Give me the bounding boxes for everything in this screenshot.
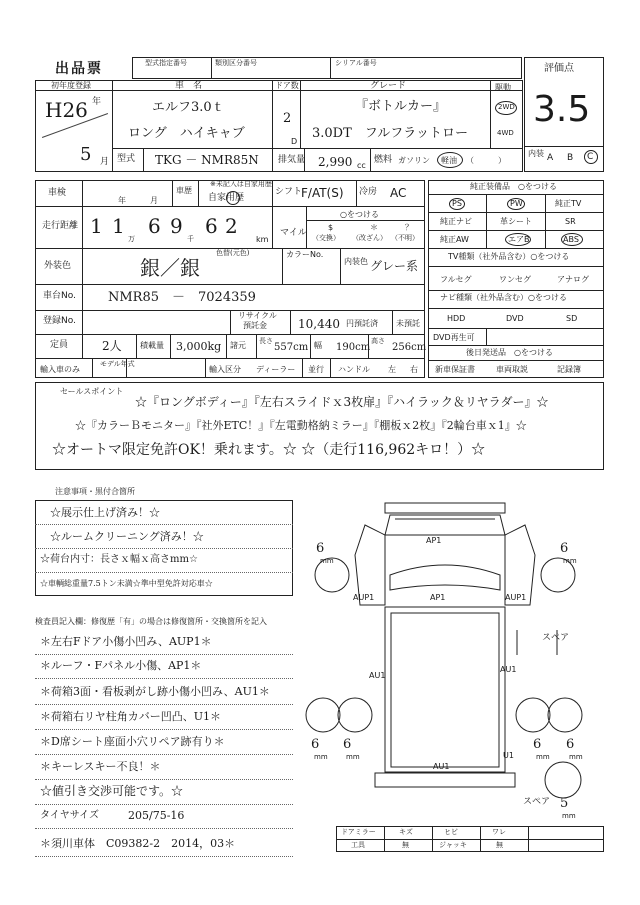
shiki-label: 型式指定番号: [145, 59, 187, 67]
color-no-label: カラーNo.: [286, 250, 324, 259]
reki-value: 自家用歴: [208, 193, 245, 203]
reki-note: ※未記入は自家用歴: [210, 180, 272, 188]
navi-dvd: DVD: [506, 314, 524, 323]
meter-m1b: （交換）: [312, 234, 340, 242]
diag-au1-left: AU1: [369, 671, 386, 680]
interior-color-label: 内装色: [344, 257, 368, 266]
disp-label: 排気量: [278, 155, 306, 165]
interior-grade-label: 内装: [528, 149, 544, 158]
navi-sd: SD: [566, 314, 578, 323]
meter-m3b: （不明）: [391, 234, 419, 242]
color-code-label: 色替(元色): [216, 249, 250, 257]
grade-value-2: 3.0DT フルフラットロー: [312, 126, 468, 141]
inspect-line-1: ＊左右Fドア小傷小凹み、AUP1＊: [40, 635, 212, 648]
import-parallel: 並行: [308, 365, 324, 374]
shaken-month-unit: 月: [150, 196, 158, 205]
tread-fl: 6: [316, 541, 325, 556]
equip-navi: 純正ナビ: [440, 217, 472, 226]
tread-rl1: 6: [311, 737, 320, 752]
diag-u1: U1: [503, 751, 514, 760]
shaken-label: 車検: [48, 188, 67, 198]
tread-fr-mm: mm: [563, 557, 577, 565]
sales-line-1: ☆『ロングボディー』『左右スライドｘ3枚扉』『ハイラック＆リヤラダー』☆: [135, 395, 549, 409]
first-reg-label: 初年度登録: [51, 81, 91, 90]
equip-ps: PS: [452, 199, 462, 208]
equip-abs: ABS: [563, 235, 579, 244]
equip-pw: PW: [510, 199, 523, 208]
tread-rr1: 6: [533, 737, 542, 752]
first-reg-era: H26: [45, 98, 88, 122]
handle-left: 左: [388, 365, 396, 374]
shift-label: シフト: [275, 187, 303, 197]
first-reg-month: 5: [80, 144, 92, 165]
legend-jack-val: 無: [496, 841, 503, 849]
mileage-man: 万: [128, 235, 135, 243]
spare-tread-mm: mm: [562, 812, 576, 820]
spare-tread: 5: [560, 796, 569, 811]
note-line-2: ☆ルームクリーニング済み！☆: [50, 530, 204, 543]
tv-oneseg: ワンセグ: [499, 275, 531, 284]
after-records: 記録簿: [557, 365, 581, 374]
len-value: 557cm: [274, 342, 309, 353]
diag-aup1-left: AUP1: [353, 593, 375, 602]
dvd-play: DVD再生可: [433, 333, 475, 342]
year-unit: 年: [92, 97, 102, 107]
tread-rr2-mm: mm: [569, 753, 583, 761]
navi-hdd: HDD: [447, 314, 466, 323]
recycle-value: 10,440: [298, 317, 340, 331]
body-maker: ＊須川車体 C09382-2 2014，03＊: [40, 837, 236, 850]
chassis-label: 車台No.: [43, 291, 76, 301]
note-line-4: ☆車輌総重量7.5トン未満☆準中型免許対応車☆: [40, 579, 213, 588]
mileage-d4: 9: [170, 214, 183, 238]
spare-label-1: スペア: [542, 633, 570, 643]
doors-value: 2: [283, 111, 292, 126]
recycle-unit: 円預託済: [346, 319, 378, 328]
serial-label: シリアル番号: [335, 59, 377, 67]
ruibetsu-label: 類別区分番号: [215, 59, 257, 67]
grade-label: グレード: [370, 81, 407, 91]
hgt-value: 256cm: [392, 342, 427, 353]
tv-analog: アナログ: [557, 275, 589, 284]
after-manual: 車両取説: [496, 365, 528, 374]
recycle-label: リサイクル: [238, 311, 277, 320]
month-unit: 月: [100, 157, 110, 167]
color-value: 銀／銀: [140, 256, 200, 280]
mileage-km: km: [256, 235, 269, 244]
diag-ap1-mid: AP1: [430, 593, 446, 602]
equip-sr: SR: [565, 217, 576, 226]
interior-grade-c: C: [587, 152, 594, 162]
handle-right: 右: [410, 365, 418, 374]
import-label: 輸入車のみ: [40, 365, 80, 374]
len-label: 長さ: [259, 337, 273, 345]
grade-value: 『ボトルカー』: [355, 99, 447, 114]
wid-label: 幅: [314, 341, 322, 350]
car-name-label: 車 名: [175, 81, 203, 91]
tire-value: 205/75-16: [128, 809, 185, 822]
inspect-line-4: ＊荷箱右リヤ柱角カバー凹凸、U1＊: [40, 710, 222, 723]
diag-au1-right: AU1: [500, 665, 517, 674]
load-label: 積載量: [140, 341, 164, 350]
import-kind-label: 輸入区分: [209, 365, 241, 374]
legend-hibi: ヒビ: [444, 828, 458, 836]
tread-rl2-mm: mm: [346, 753, 360, 761]
legend-tools-val: 無: [402, 841, 409, 849]
inspect-line-3: ＊荷箱3面・看板剥がし跡小傷小凹み、AU1＊: [40, 685, 270, 698]
sales-line-3: ☆オートマ限定免許OK！乗れます。☆ ☆（走行116,962キロ！）☆: [52, 442, 486, 458]
wid-value: 190cm: [336, 342, 371, 353]
spare-label-2: スペア: [523, 797, 551, 807]
navi-title: ナビ種類（社外品含む）○をつける: [440, 293, 567, 302]
interior-grade-a: A: [547, 153, 554, 163]
mileage-label: 走行距離: [42, 221, 79, 231]
tire-label: タイヤサイズ: [40, 810, 99, 821]
meter-m3: ？: [405, 223, 413, 232]
mileage-d6: 2: [225, 214, 238, 238]
disp-unit: cc: [357, 161, 366, 170]
drive-2wd: 2WD: [498, 103, 515, 111]
car-name-2: ロング ハイキャブ: [128, 126, 245, 141]
meter-m1: $: [328, 223, 334, 232]
meter-sub: ○をつける: [340, 210, 379, 219]
equip-airbag: エアB: [508, 235, 530, 244]
tread-rl2: 6: [343, 737, 352, 752]
interior-color-value: グレー系: [370, 259, 419, 273]
tv-title: TV種類（社外品含む）○をつける: [448, 252, 570, 261]
model-year-label: モデル年式: [100, 360, 135, 368]
rating-label: 評価点: [544, 63, 574, 74]
header-code-row: [132, 57, 522, 79]
equip-tv: 純正TV: [555, 199, 582, 208]
tread-fr: 6: [560, 541, 569, 556]
shaken-year-unit: 年: [118, 196, 126, 205]
after-title: 後日発送品 ○をつける: [466, 348, 553, 357]
doors-label: ドア数: [275, 81, 299, 90]
tread-rr2: 6: [566, 737, 575, 752]
inspect-line-6: ＊キーレスキー不良！＊: [40, 760, 161, 773]
cool-value: AC: [390, 186, 407, 200]
meter-m2b: （改ざん）: [352, 234, 387, 242]
legend-jack: ジャッキ: [439, 841, 467, 849]
drive-label: 駆動: [495, 83, 511, 92]
damage-diagram: [295, 495, 605, 820]
fuel-other: （ ）: [466, 156, 506, 165]
color-label: 外装色: [44, 261, 72, 271]
disp-value: 2,990: [318, 155, 353, 169]
meter-m2: ＊: [370, 223, 378, 232]
fuel-gasoline: ガソリン: [398, 156, 430, 165]
sales-label: セールスポイント: [60, 387, 124, 396]
rating-value: 3.5: [533, 89, 591, 130]
diag-ap1-top: AP1: [426, 536, 442, 545]
mileage-meter-label: マイル: [280, 228, 307, 238]
fuel-label: 燃料: [374, 155, 393, 165]
equip-leather: 革シート: [500, 217, 532, 226]
load-value: 3,000kg: [176, 340, 222, 353]
note-line-3: ☆荷台内寸：長さｘ幅ｘ高さmm☆: [40, 554, 198, 565]
mileage-d5: 6: [205, 214, 218, 238]
legend-mirror: ドアミラー: [341, 828, 376, 836]
tv-fullseg: フルセグ: [440, 275, 472, 284]
fuel-diesel: 軽油: [441, 156, 457, 165]
reki-label: 車歴: [176, 186, 192, 195]
inspect-line-7: ☆値引き交渉可能です。☆: [40, 784, 184, 798]
import-dealer: ディーラー: [256, 365, 296, 374]
recycle-label-2: 預託金: [243, 321, 267, 330]
drive-4wd: 4WD: [497, 129, 514, 137]
mileage-d3: 6: [148, 214, 161, 238]
mileage-d1: 1: [90, 214, 116, 238]
interior-grade-b: B: [567, 153, 574, 163]
legend-ware: ワレ: [492, 828, 506, 836]
hgt-label: 高さ: [371, 337, 385, 345]
page-title: 出品票: [55, 61, 103, 77]
diag-au1-rear: AU1: [433, 762, 450, 771]
cap-value: 2人: [102, 339, 122, 353]
model-value: TKG － NMR85N: [155, 153, 259, 167]
legend-kizu: キズ: [399, 828, 413, 836]
mileage-sen: 千: [187, 235, 194, 243]
tread-rl1-mm: mm: [314, 753, 328, 761]
diag-aup1-right: AUP1: [505, 593, 527, 602]
inspect-line-5: ＊D席シート座面小穴リペア跡有り＊: [40, 735, 225, 748]
inspect-title: 検査員記入欄：修復歴「有」の場合は修復箇所・交換箇所を記入: [35, 617, 267, 626]
cool-label: 冷房: [359, 187, 378, 197]
tread-fl-mm: mm: [320, 557, 334, 565]
shift-value: F/AT(S): [301, 186, 344, 200]
doors-d: D: [291, 137, 298, 146]
handle-label: ハンドル: [338, 365, 370, 374]
car-name: エルフ3.0ｔ: [152, 100, 225, 115]
dims-label: 諸元: [230, 341, 246, 350]
chassis-value: NMR85 － 7024359: [108, 290, 256, 305]
inspect-line-2: ＊ルーフ・Fパネル小傷、AP1＊: [40, 659, 202, 672]
tread-rr1-mm: mm: [536, 753, 550, 761]
mileage-d2: 1: [112, 214, 125, 238]
reg-label: 登録No.: [43, 316, 76, 326]
recycle-not: 未預託: [396, 319, 420, 328]
equip-title: 純正装備品 ○をつける: [470, 182, 557, 191]
notes-title: 注意事項・黒付合箇所: [55, 487, 135, 496]
cap-label: 定員: [50, 340, 69, 350]
equip-aw: 純正AW: [440, 235, 469, 244]
note-line-1: ☆展示仕上げ済み！☆: [50, 506, 160, 519]
after-warranty: 新車保証書: [435, 365, 475, 374]
model-label: 型式: [117, 154, 136, 164]
legend-tools: 工具: [351, 841, 365, 849]
sales-line-2: ☆『カラーＢモニター』『社外ETC！』『左電動格納ミラー』『棚板ｘ2枚』『2輪台車ｘ1』☆: [75, 419, 527, 432]
